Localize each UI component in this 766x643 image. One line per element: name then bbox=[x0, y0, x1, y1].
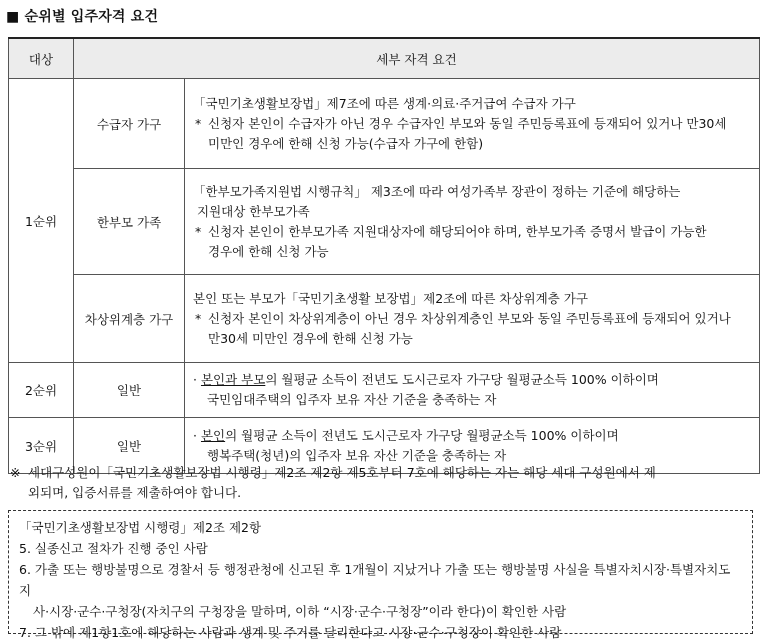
note-text-1: 신청자 본인이 수급자가 아닌 경우 수급자인 부모와 동일 주민등록표에 등재되어 있거나 만30세 bbox=[208, 115, 727, 131]
header-target: 대상 bbox=[9, 38, 74, 79]
detail-near-poverty-note bbox=[193, 309, 751, 349]
detail-single-parent-note bbox=[193, 222, 751, 262]
detail-rank-3-line-1 bbox=[193, 426, 751, 446]
underlined-subject: 본인 bbox=[200, 427, 226, 443]
table-row-near-poverty bbox=[9, 275, 760, 363]
note-star: * bbox=[195, 310, 202, 326]
footnote bbox=[10, 463, 758, 503]
detail-near-poverty-head: 본인 또는 부모가「국민기초생활 보장법」제2조에 따른 차상위계층 가구 bbox=[193, 290, 588, 306]
note-star: * bbox=[195, 115, 202, 131]
reference-item-6-line-1: 6. 가출 또는 행방불명으로 경찰서 등 행정관청에 신고된 후 1개월이 지났거나 가출 또는 행방불명 사실을 특별자치시장·특별자치도지 bbox=[19, 562, 731, 598]
footnote-mark: ※ bbox=[10, 465, 21, 480]
category-near-poverty: 차상위계층 가구 bbox=[74, 275, 185, 363]
detail-single-parent-head-2: 지원대상 한부모가족 bbox=[197, 203, 310, 219]
detail-rank-3-line-1-rest: 의 월평균 소득이 전년도 도시근로자 가구당 월평균소득 100% 이하이며 bbox=[225, 427, 619, 443]
footnote-line-2: 외되며, 입증서류를 제출하여야 합니다. bbox=[28, 485, 242, 500]
table-header-row bbox=[9, 38, 760, 79]
detail-near-poverty bbox=[185, 275, 760, 363]
table-row-recipient bbox=[9, 79, 760, 169]
detail-recipient bbox=[185, 79, 760, 169]
underlined-subject: 본인과 부모 bbox=[200, 372, 266, 387]
category-rank-2: 일반 bbox=[74, 363, 185, 418]
note-text-2: 미만인 경우에 한해 신청 가능(수급자 가구에 한함) bbox=[208, 135, 484, 151]
bullet: · bbox=[193, 427, 197, 443]
footnote-line-1: 세대구성원이「국민기초생활보장법 시행령」제2조 제2항 제5호부터 7호에 해당하는 자는 해당 세대 구성원에서 제 bbox=[28, 465, 656, 480]
detail-recipient-note bbox=[193, 114, 751, 154]
detail-single-parent bbox=[185, 169, 760, 275]
rank-1-cell: 1순위 bbox=[9, 79, 74, 363]
reference-item-6-line-2: 사·시장·군수·구청장(자치구의 구청장을 말하며, 이하 “시장·군수·구청장”이라 한다)이 확인한 사람 bbox=[33, 604, 567, 619]
category-rank-3: 일반 bbox=[74, 418, 185, 474]
detail-rank-2-line-1-rest: 의 월평균 소득이 전년도 도시근로자 가구당 월평균소득 100% 이하이며 bbox=[265, 372, 659, 387]
detail-rank-2 bbox=[185, 363, 760, 418]
reference-item-5: 5. 실종신고 절차가 진행 중인 사람 bbox=[19, 541, 208, 556]
note-star: * bbox=[195, 223, 202, 239]
reference-heading: 「국민기초생활보장법 시행령」제2조 제2항 bbox=[19, 520, 262, 535]
bullet: · bbox=[193, 372, 197, 387]
detail-single-parent-head-1: 「한부모가족지원법 시행규칙」 제3조에 따라 여성가족부 장관이 정하는 기준에 해당하는 bbox=[193, 183, 681, 199]
note-text-1: 신청자 본인이 한부모가족 지원대상자에 해당되어야 하며, 한부모가족 증명서 발급이 가능한 bbox=[208, 223, 707, 239]
eligibility-table bbox=[8, 37, 760, 474]
table-row-rank-2 bbox=[9, 363, 760, 418]
note-text-1: 신청자 본인이 차상위계층이 아닌 경우 차상위계층인 부모와 동일 주민등록표에 등재되어 있거나 bbox=[208, 310, 731, 326]
reference-item-7: 7. 그 밖에 제1항1호에 해당하는 사람과 생계 및 주거를 달리한다고 시장·군수·구청장이 확인한 사람 bbox=[19, 625, 562, 640]
page-title: ■ 순위별 입주자격 요건 bbox=[6, 9, 159, 25]
detail-rank-3-line-2: 행복주택(청년)의 입주자 보유 자산 기준을 충족하는 자 bbox=[207, 447, 507, 463]
detail-recipient-head: 「국민기초생활보장법」제7조에 따른 생계·의료·주거급여 수급자 가구 bbox=[193, 95, 576, 111]
category-recipient: 수급자 가구 bbox=[74, 79, 185, 169]
detail-rank-2-line-1 bbox=[193, 370, 751, 390]
note-text-2: 경우에 한해 신청 가능 bbox=[208, 243, 329, 259]
rank-2-cell: 2순위 bbox=[9, 363, 74, 418]
header-details: 세부 자격 요건 bbox=[74, 38, 760, 79]
detail-rank-2-line-2: 국민임대주택의 입주자 보유 자산 기준을 충족하는 자 bbox=[207, 392, 497, 407]
table-row-single-parent bbox=[9, 169, 760, 275]
category-single-parent: 한부모 가족 bbox=[74, 169, 185, 275]
note-text-2: 만30세 미만인 경우에 한해 신청 가능 bbox=[208, 330, 413, 346]
reference-box bbox=[8, 510, 753, 640]
rank-3-cell: 3순위 bbox=[9, 418, 74, 474]
